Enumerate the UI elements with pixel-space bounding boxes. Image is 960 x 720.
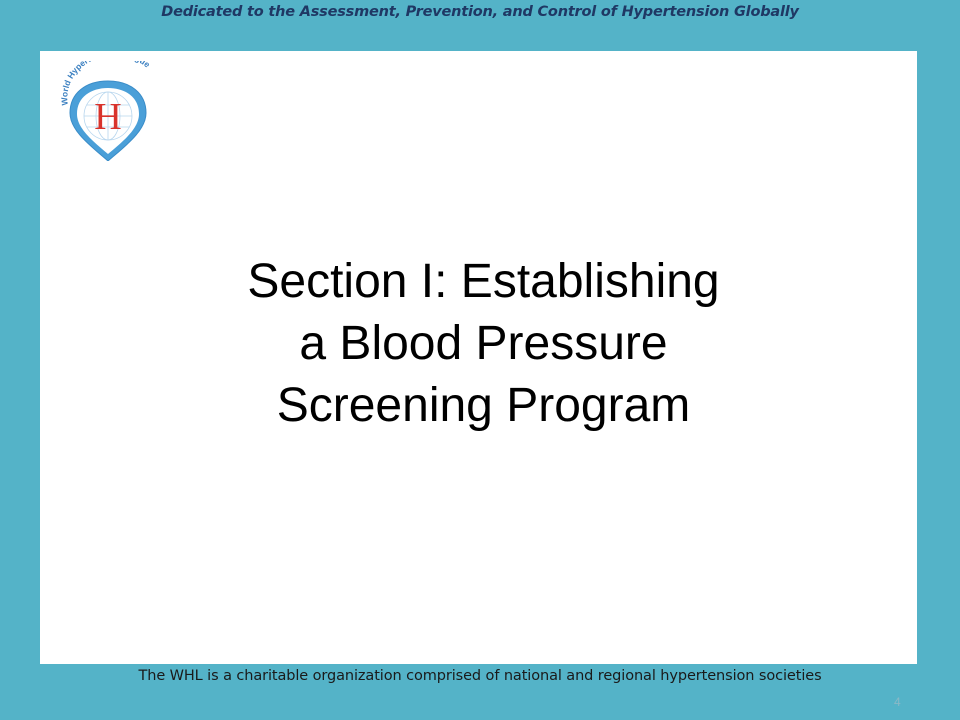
footer-statement: The WHL is a charitable organization comprised of national and regional hypertension societies <box>138 668 822 684</box>
globe-logo-icon <box>52 61 164 161</box>
logo-letter: H <box>94 96 122 138</box>
title-line-3: Screening Program <box>276 379 691 432</box>
slide-title <box>40 251 927 437</box>
whl-logo <box>52 61 164 161</box>
logo-arc-text: World Hype ue <box>59 61 153 106</box>
slide-panel <box>40 51 917 664</box>
title-line-1: Section I: Establishing <box>247 255 720 308</box>
page-number: 4 <box>894 695 901 709</box>
title-line-2: a Blood Pressure <box>299 317 668 370</box>
header-tagline: Dedicated to the Assessment, Prevention, and Control of Hypertension Globally <box>161 4 799 20</box>
